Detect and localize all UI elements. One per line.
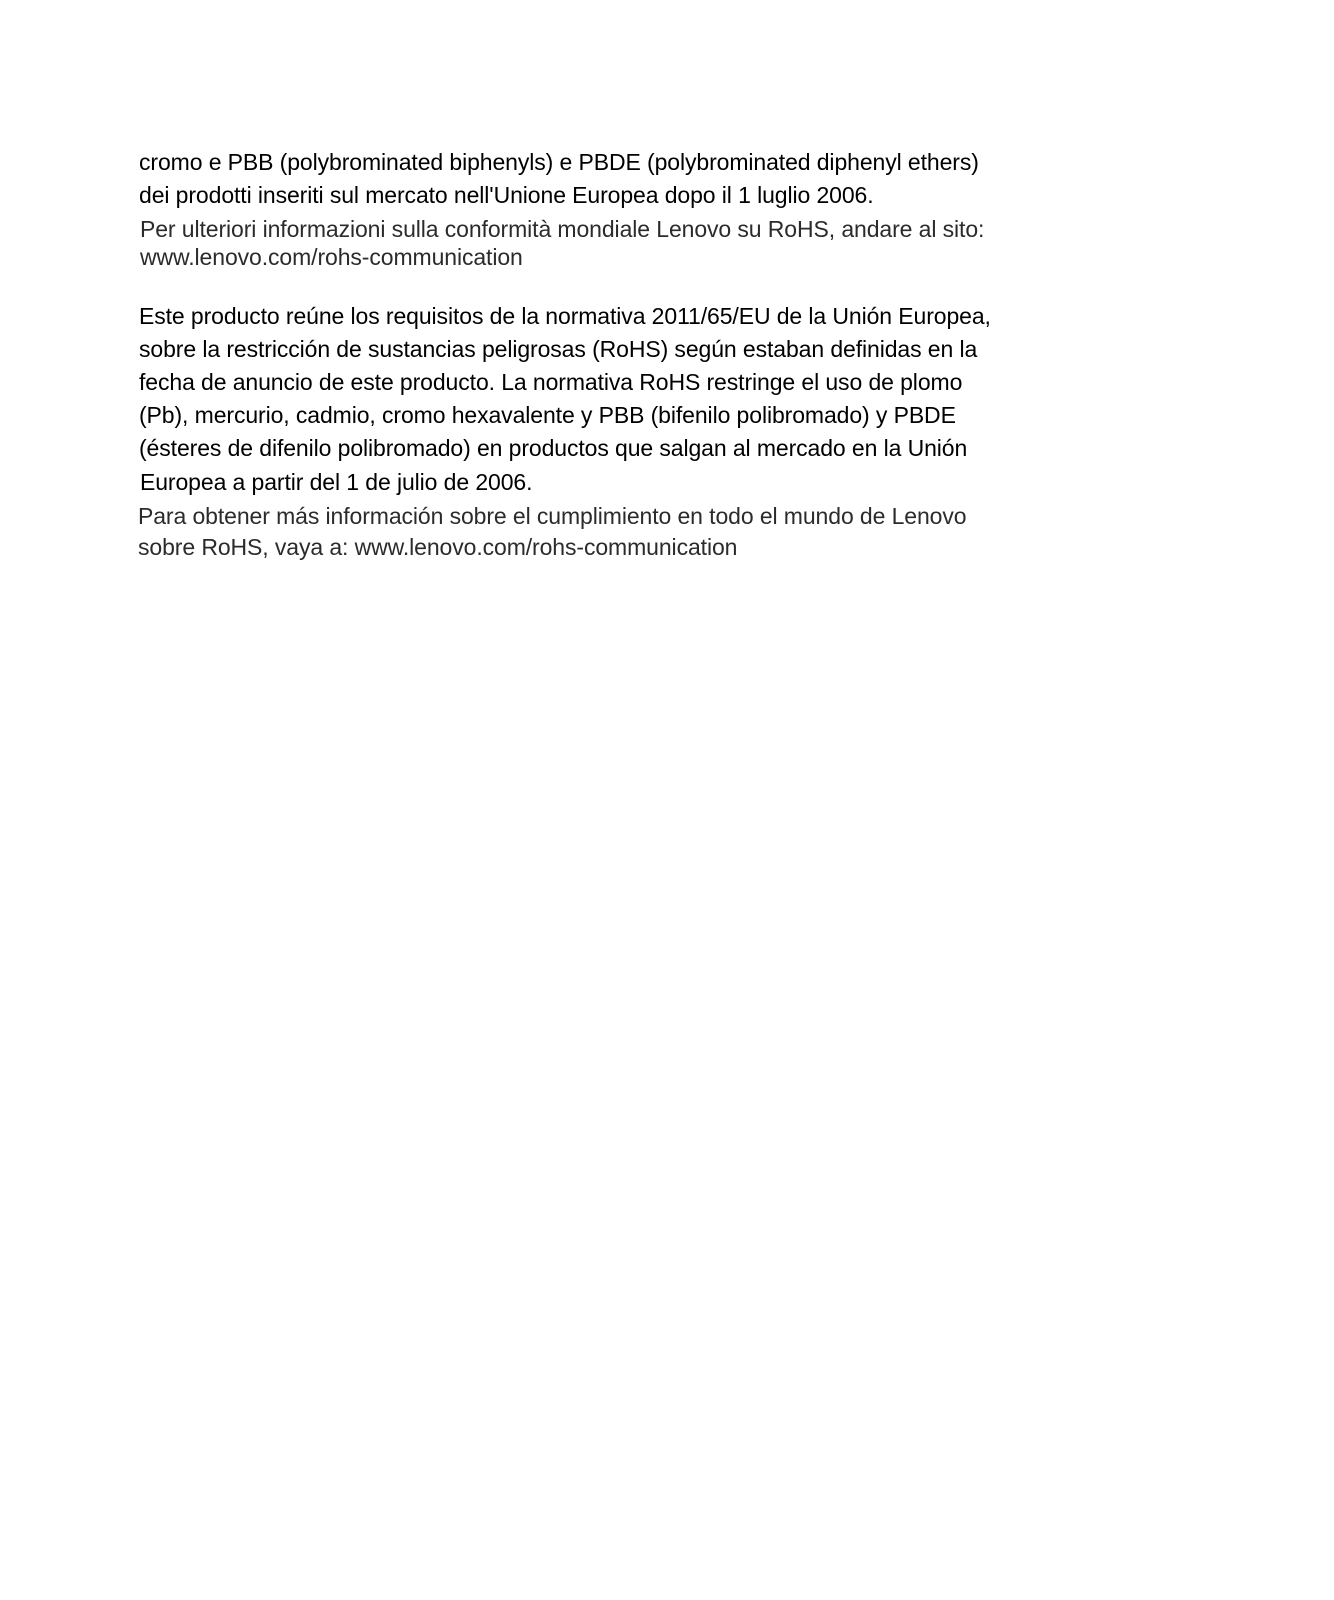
spanish-text-line: Europea a partir del 1 de julio de 2006. [140, 469, 533, 495]
spanish-text-line: fecha de anuncio de este producto. La normativa RoHS restringe el uso de plomo [139, 369, 963, 395]
spanish-text-line: (Pb), mercurio, cadmio, cromo hexavalente y PBB (bifenilo polibromado) y PBDE [139, 402, 956, 428]
italian-text-line: dei prodotti inseriti sul mercato nell'Unione Europea dopo il 1 luglio 2006. [139, 182, 874, 208]
spanish-info-line: Para obtener más información sobre el cumplimiento en todo el mundo de Lenovo [138, 503, 967, 529]
spanish-text-line: (ésteres de difenilo polibromado) en productos que salgan al mercado en la Unión [139, 435, 968, 461]
italian-text-line: cromo e PBB (polybrominated biphenyls) e PBDE (polybrominated diphenyl ethers) [139, 149, 979, 175]
italian-info-line: Per ulteriori informazioni sulla conformità mondiale Lenovo su RoHS, andare al sito: [140, 216, 985, 242]
spanish-text-line: sobre la restricción de sustancias peligrosas (RoHS) según estaban definidas en la [139, 336, 978, 362]
italian-url-line: www.lenovo.com/rohs-communication [140, 244, 523, 270]
spanish-url-line: sobre RoHS, vaya a: www.lenovo.com/rohs-communication [138, 534, 738, 560]
spanish-text-line: Este producto reúne los requisitos de la normativa 2011/65/EU de la Unión Europea, [139, 303, 991, 329]
